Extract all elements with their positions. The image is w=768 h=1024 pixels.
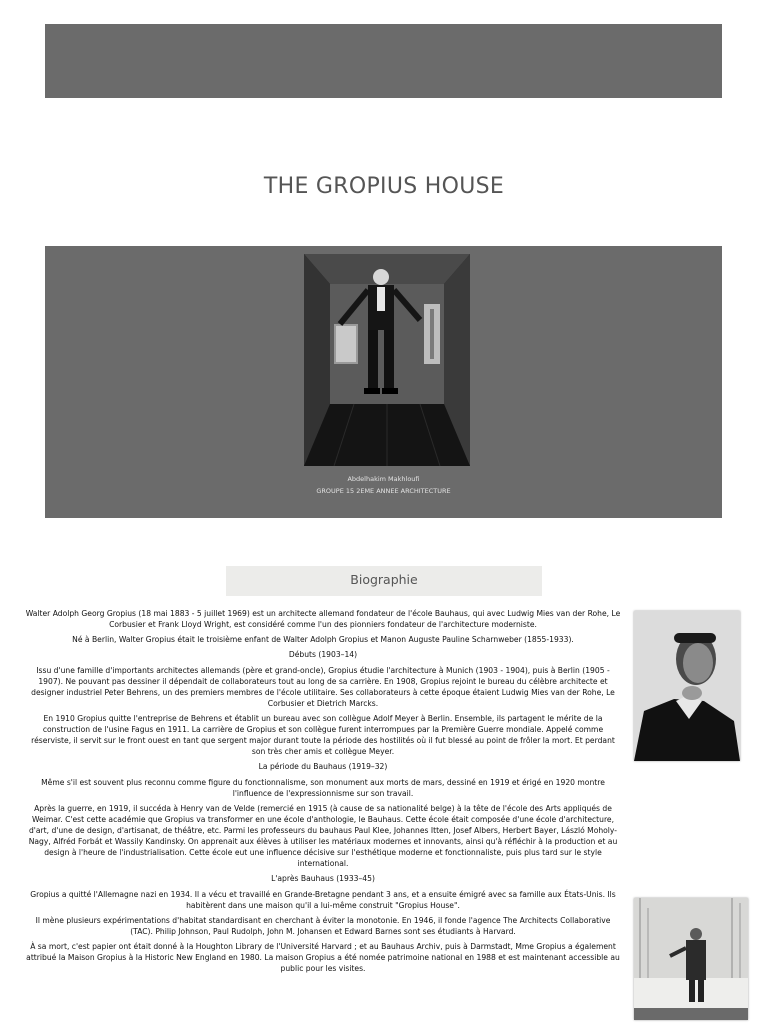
gropius-portrait-photo xyxy=(634,611,740,761)
biography-heading: Biographie xyxy=(226,566,542,596)
architect-standing-photo xyxy=(304,254,470,466)
header-band xyxy=(45,24,722,98)
section-subtitle: Débuts (1903–14) xyxy=(288,650,358,659)
paragraph: Même s'il est souvent plus reconnu comme figure du fonctionnalisme, son monument aux morts de mars, dessiné en 1919 et érigé en 1920 montre l'influence de l'expressionnisme sur son travail. xyxy=(41,778,605,798)
gropius-at-house-photo xyxy=(634,898,748,1020)
page-title: THE GROPIUS HOUSE xyxy=(263,173,505,199)
section-subtitle: L'après Bauhaus (1933–45) xyxy=(271,874,375,883)
paragraph: Gropius a quitté l'Allemagne nazi en 1934. Il a vécu et travaillé en Grande-Bretagne pendant 3 ans, et a ensuite émigré avec sa famille aux États-Unis. Ils habitèrent dans une maison qu'il a lui-même construit "Gropius House". xyxy=(30,890,616,910)
paragraph: Walter Adolph Georg Gropius (18 mai 1883 - 5 juillet 1969) est un architecte allemand fondateur de l'école Bauhaus, qui avec Ludwig Mies van der Rohe, Le Corbusier et Frank Lloyd Wright, est considéré comme l'un des pionniers fondateur de l'architecture moderniste. xyxy=(25,609,621,629)
paragraph: À sa mort, c'est papier ont était donné à la Houghton Library de l'Université Harvard ; et au Bauhaus Archiv, puis à Darmstadt, Mme Gropius a également attribué la Maison Gropius à la Historic New England en 1980. La maison Gropius a été nomée patrimoine national en 1988 et est maintenant accessible au public pour les visites. xyxy=(26,942,620,973)
author-caption: Abdelhakim Makhloufi xyxy=(347,475,420,483)
paragraph: En 1910 Gropius quitte l'entreprise de Behrens et établit un bureau avec son collègue Adolf Meyer à Berlin. Ensemble, ils partagent le mérite de la construction de l'usine Fagus en 1911. La carrière de Gropius et son collègue furent interrompues par la Première Guerre mondiale. Appelé comme réserviste, il servit sur le front ouest en tant que sergent major durant toute la période des hostilités où il fut blessé au point de frôler la mort. Et perdant son très cher amis et collègue Meyer. xyxy=(31,714,615,756)
section-subtitle: La période du Bauhaus (1919–32) xyxy=(258,762,388,771)
biography-text xyxy=(24,608,622,978)
paragraph: Né à Berlin, Walter Gropius était le troisième enfant de Walter Adolph Gropius et Manon Auguste Pauline Scharnweber (1855-1933). xyxy=(72,635,574,644)
hero-panel xyxy=(45,246,722,518)
paragraph: Issu d'une famille d'importants architectes allemands (père et grand-oncle), Gropius étudie l'architecture à Munich (1903 - 1904), puis à Berlin (1905 - 1907). Ne pouvant pas dessiner il dépendait de collaborateurs tout au long de sa carrière. En 1908, Gropius rejoint le bureau du célèbre architecte et designer industriel Peter Behrens, un des premiers membres de l'école utilitaire. Ses collaborateurs à cette époque étaient Ludwig Mies van der Rohe, Le Corbusier et Dietrich Marcks. xyxy=(31,666,615,708)
paragraph: Après la guerre, en 1919, il succéda à Henry van de Velde (remercié en 1915 (à cause de sa nationalité belge) à la tête de l'école des Arts appliqués de Weimar. C'est cette académie que Gropius va transformer en une école d'anthologie, le Bauhaus. Cette école était composée d'une école d'architecture, d'art, d'une de design, d'artisanat, de théâtre, etc. Parmi les professeurs du bauhaus Paul Klee, Johannes Itten, Josef Albers, Herbert Bayer, László Moholy-Nagy, Alfréd Forbát et Wassily Kandinsky. On apprenait aux élèves à utiliser les matériaux modernes et innovants, ainsi qu'à réfléchir à la production et au design à l'heure de l'industrialisation. Cette école eut une influence décisive sur l'esthétique moderne et fonctionnaliste, puis plus tard sur le style international. xyxy=(28,804,618,868)
paragraph: Il mène plusieurs expérimentations d'habitat standardisant en cherchant à éviter la monotonie. En 1946, il fonde l'agence The Architects Collaborative (TAC). Philip Johnson, Paul Rudolph, John M. Johansen et Edward Barnes sont ses étudiants à Harvard. xyxy=(35,916,611,936)
group-caption: GROUPE 15 2EME ANNEE ARCHITECTURE xyxy=(316,487,451,495)
